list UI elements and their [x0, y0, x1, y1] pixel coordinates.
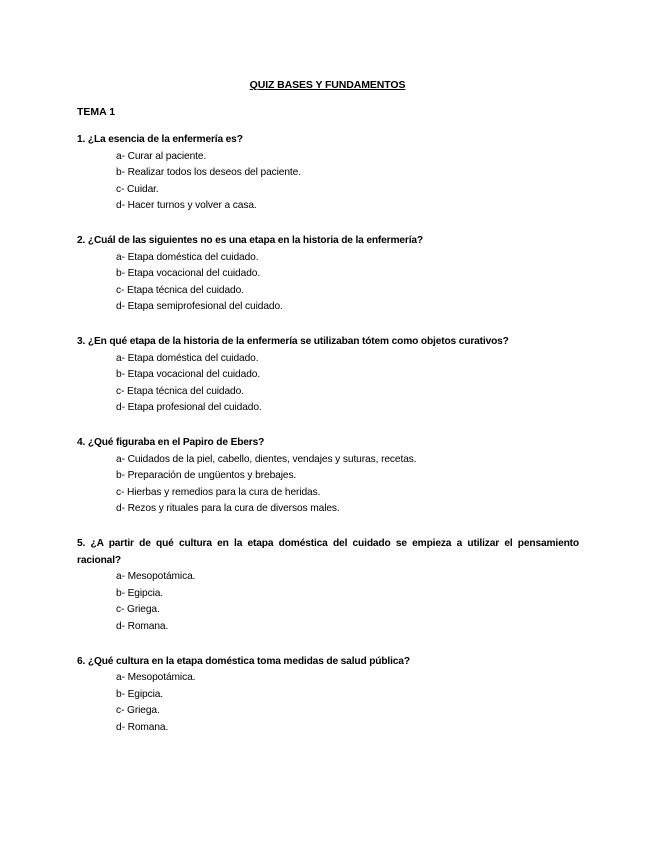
option-b: b- Realizar todos los deseos del paciente.: [116, 167, 301, 178]
option-c: c- Griega.: [116, 705, 160, 716]
option-d: d- Rezos y rituales para la cura de diversos males.: [116, 503, 340, 514]
option-a: a- Curar al paciente.: [116, 150, 207, 162]
option-c: c- Cuidar.: [116, 183, 159, 195]
option-list: [77, 250, 579, 316]
question-3: [77, 334, 579, 417]
option-d: d- Hacer turnos y volver a casa.: [116, 200, 257, 211]
question-number: 6.: [77, 655, 86, 667]
option-a: a- Cuidados de la piel, cabello, dientes, vendajes y suturas, recetas.: [116, 453, 417, 465]
option-list: [77, 569, 579, 635]
option-b: b- Egipcia.: [116, 587, 164, 599]
option-a: a- Etapa doméstica del cuidado.: [116, 251, 259, 263]
question-1: [77, 132, 579, 215]
question-text: [77, 334, 579, 351]
option-b: b- Etapa vocacional del cuidado.: [116, 369, 261, 380]
option-a: a- Etapa doméstica del cuidado.: [116, 352, 259, 364]
question-number: 1.: [77, 134, 86, 145]
option-d: d- Romana.: [116, 620, 169, 632]
question-4: [77, 435, 579, 518]
option-list: [77, 670, 579, 736]
option-b: b- Egipcia.: [116, 688, 164, 700]
option-c: c- Etapa técnica del cuidado.: [116, 385, 244, 397]
option-list: [77, 149, 579, 215]
option-c: c- Griega.: [116, 604, 160, 615]
option-d: d- Etapa semiprofesional del cuidado.: [116, 301, 283, 312]
question-5: [77, 536, 579, 635]
question-prompt: ¿Qué cultura en la etapa doméstica toma medidas de salud pública?: [87, 655, 410, 667]
option-a: a- Mesopotámica.: [116, 571, 196, 582]
question-text: [77, 132, 579, 149]
question-prompt: ¿En qué etapa de la historia de la enfermería se utilizaban tótem como objetos curativos?: [87, 336, 509, 347]
question-2: [77, 233, 579, 316]
question-prompt: ¿Qué figuraba en el Papiro de Ebers?: [87, 437, 265, 448]
question-text: [77, 233, 579, 250]
option-list: [77, 351, 579, 417]
question-list: [77, 132, 579, 755]
question-number: 2.: [77, 235, 86, 246]
section-title: TEMA 1: [77, 106, 116, 118]
option-c: c- Hierbas y remedios para la cura de heridas.: [116, 486, 321, 498]
option-d: d- Romana.: [116, 721, 169, 733]
question-text: [77, 654, 579, 671]
option-c: c- Etapa técnica del cuidado.: [116, 284, 244, 296]
question-number: 3.: [77, 336, 86, 347]
question-6: [77, 654, 579, 737]
question-prompt: ¿A partir de qué cultura en la etapa doméstica del cuidado se empieza a utilizar el pensamiento racional?: [77, 538, 579, 566]
document-title: QUIZ BASES Y FUNDAMENTOS: [249, 79, 406, 91]
question-text: [77, 435, 579, 452]
option-b: b- Etapa vocacional del cuidado.: [116, 268, 261, 279]
question-prompt: ¿La esencia de la enfermería es?: [87, 134, 243, 145]
option-d: d- Etapa profesional del cuidado.: [116, 402, 262, 413]
option-list: [77, 452, 579, 518]
question-prompt: ¿Cuál de las siguientes no es una etapa en la historia de la enfermería?: [87, 235, 424, 246]
option-b: b- Preparación de ungüentos y brebajes.: [116, 470, 297, 481]
question-number: 5.: [77, 538, 86, 549]
question-number: 4.: [77, 437, 86, 448]
question-text: [77, 536, 579, 569]
option-a: a- Mesopotámica.: [116, 672, 196, 683]
